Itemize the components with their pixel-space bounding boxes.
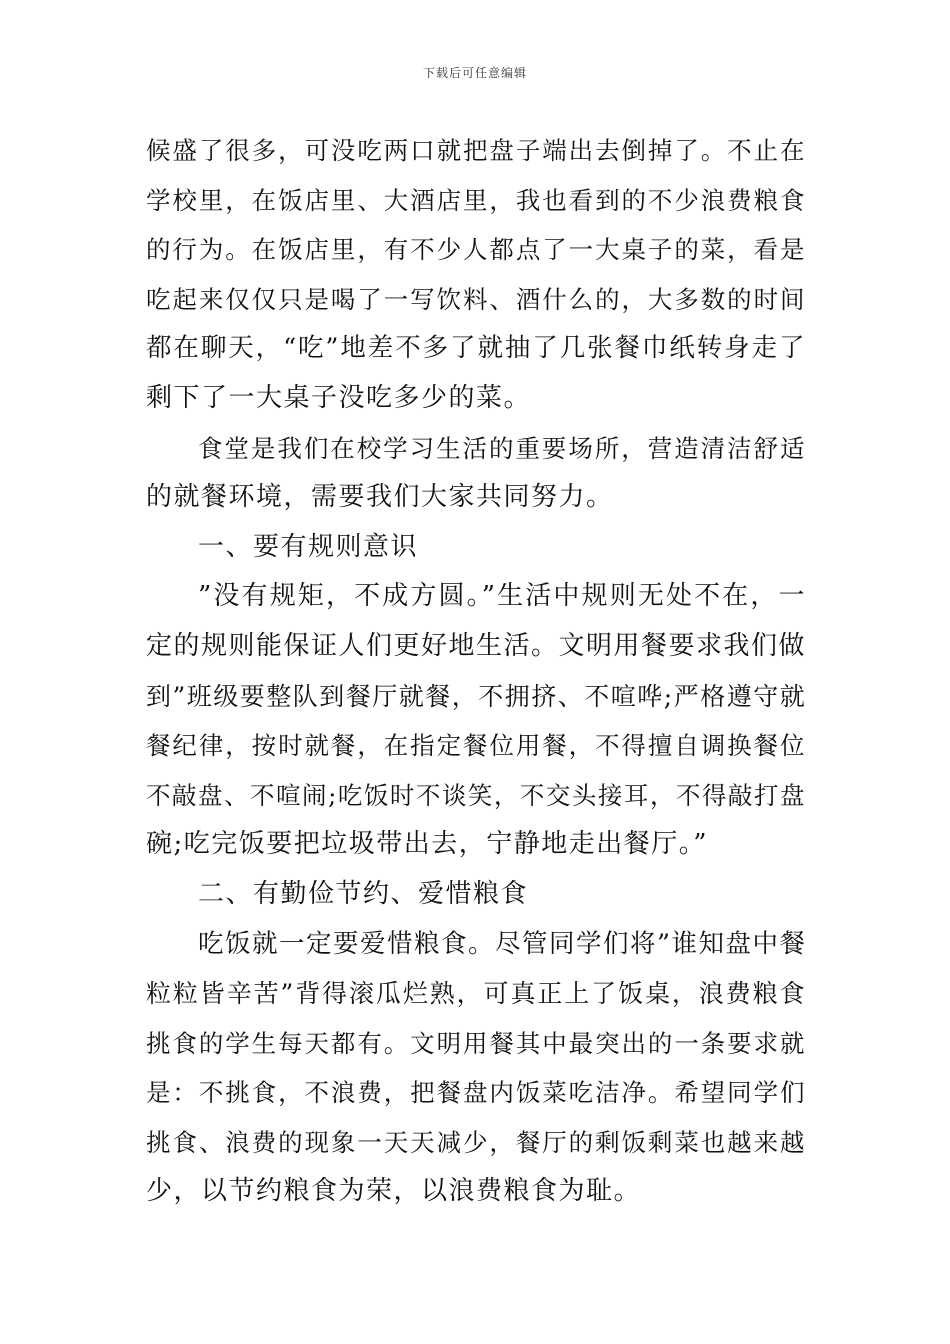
text-line: 吃起来仅仅只是喝了一写饮料、酒什么的，大多数的时间 [146, 284, 806, 314]
text-line: 到”班级要整队到餐厅就餐，不拥挤、不喧哗;严格遵守就 [146, 681, 807, 711]
text-line: 学校里，在饭店里、大酒店里，我也看到的不少浪费粮食 [146, 185, 806, 215]
text-line: 少，以节约粮食为荣，以浪费粮食为耻。 [146, 1176, 642, 1207]
text-line: 都在聊天，“吃”地差不多了就抽了几张餐巾纸转身走了 [146, 333, 806, 364]
text-line: 一、要有规则意识 [198, 531, 419, 562]
text-line: 候盛了很多，可没吃两口就把盘子端出去倒掉了。不止在 [146, 136, 806, 165]
text-line: 挑食、浪费的现象一天天减少，餐厅的剩饭剩菜也越来越 [146, 1127, 806, 1157]
text-line: 吃饭就一定要爱惜粮食。尽管同学们将”谁知盘中餐 [198, 928, 807, 959]
text-line: 碗;吃完饭要把垃圾带出去，宁静地走出餐厅。” [146, 829, 709, 860]
text-line: 二、有勤俭节约、爱惜粮食 [198, 878, 529, 909]
text-line: 食堂是我们在校学习生活的重要场所，营造清洁舒适 [198, 433, 806, 463]
text-line: 挑食的学生每天都有。文明用餐其中最突出的一条要求就 [146, 1028, 806, 1058]
text-line: 剩下了一大桌子没吃多少的菜。 [146, 382, 532, 413]
document-body [146, 126, 806, 1217]
text-line: 不敲盘、不喧闹;吃饭时不谈笑，不交头接耳，不得敲打盘 [146, 780, 806, 810]
text-line: 的就餐环境，需要我们大家共同努力。 [146, 482, 614, 513]
text-line: 是：不挑食，不浪费，把餐盘内饭菜吃洁净。希望同学们 [146, 1078, 806, 1108]
text-line: ”没有规矩，不成方圆。”生活中规则无处不在，一 [198, 581, 806, 612]
text-line: 粒粒皆辛苦”背得滚瓜烂熟，可真正上了饭桌，浪费粮食 [146, 979, 806, 1009]
text-line: 定的规则能保证人们更好地生活。文明用餐要求我们做 [146, 630, 807, 661]
text-line: 餐纪律，按时就餐，在指定餐位用餐，不得擅自调换餐位 [146, 731, 806, 761]
text-line: 的行为。在饭店里，有不少人都点了一大桌子的菜，看是 [146, 235, 806, 265]
page-header: 下载后可任意编辑 [422, 66, 527, 80]
